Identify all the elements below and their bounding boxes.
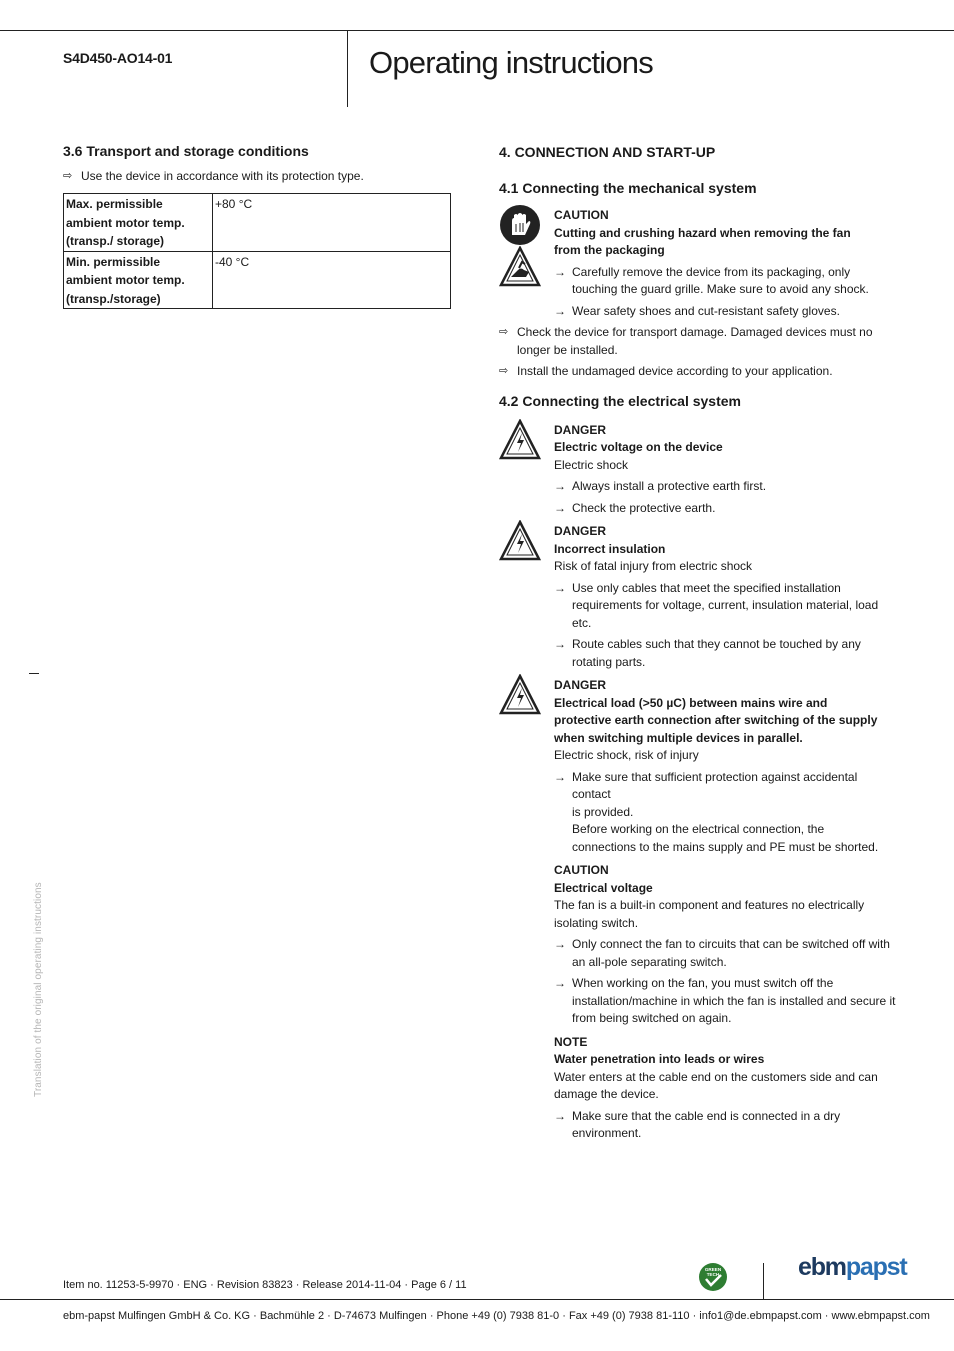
- arrow-bullet-icon: ⇨: [499, 365, 509, 377]
- table-key-cell: Max. permissible ambient motor temp. (transp./ storage): [64, 194, 213, 252]
- table-value-cell: +80 °C: [213, 194, 451, 252]
- bullet-item: ⇨ Install the undamaged device according to your application.: [499, 363, 899, 381]
- right-arrow-icon: →: [554, 976, 566, 990]
- danger-electrical-load: DANGER Electrical load (>50 µC) between mains wire and protective earth connection after switching of the supply when switching multiple devices in parallel. Electric shock, risk of injury → Make sure that sufficient protection against accidental contact is provided. Before working on the electrical connection, the connections to the mains supply and PE must be shorted.: [499, 677, 899, 856]
- right-arrow-icon: →: [554, 637, 566, 651]
- high-voltage-icon: [499, 520, 541, 562]
- right-arrow-icon: →: [554, 303, 566, 318]
- right-arrow-icon: →: [554, 264, 566, 279]
- svg-text:TECH: TECH: [706, 1272, 720, 1277]
- step-item: → Check the protective earth.: [554, 500, 899, 518]
- ebmpapst-logo: ebmpapst: [798, 1253, 907, 1281]
- right-arrow-icon: →: [554, 580, 566, 595]
- svg-text:GREEN: GREEN: [704, 1267, 722, 1272]
- protection-bullet: ⇨ Use the device in accordance with its protection type.: [63, 168, 453, 186]
- high-voltage-icon: [499, 419, 541, 461]
- step-item: → Only connect the fan to circuits that can be switched off with an all-pole separating switch.: [554, 937, 890, 969]
- footer-divider: [763, 1263, 764, 1300]
- doc-code: S4D450-AO14-01: [63, 50, 173, 66]
- footer-item-info: Item no. 11253-5-9970 · ENG · Revision 83823 · Release 2014-11-04 · Page 6 / 11: [63, 1279, 467, 1291]
- page-title: Operating instructions: [369, 45, 653, 80]
- step-item: → Make sure that the cable end is connected in a dry environment.: [554, 1108, 841, 1140]
- table-key-cell: Min. permissible ambient motor temp. (transp./storage): [64, 251, 213, 309]
- footer-company-info: ebm-papst Mulfingen GmbH & Co. KG · Bachmühle 2 · D-74673 Mulfingen · Phone +49 (0) 7938 81-0 · Fax +49 (0) 7938 81-110 · info1@de.ebmpapst.com · www.ebmpapst.com: [63, 1310, 930, 1322]
- crushing-hazard-icon: [499, 246, 541, 288]
- table-row: [64, 194, 451, 252]
- caution-mechanical: CAUTION Cutting and crushing hazard when removing the fan from the packaging → Carefully remove the device from its packaging, only touching the guard grille. Make sure to avoid any shock. → Wear safety shoes and cut-resistant safety gloves.: [499, 207, 899, 320]
- high-voltage-icon: [499, 674, 541, 716]
- step-item: → When working on the fan, you must switch off the installation/machine in which the fan is installed and secure it from being switched on again.: [554, 976, 896, 1025]
- section-4-heading: 4. CONNECTION AND START-UP: [499, 144, 716, 160]
- right-arrow-icon: →: [554, 500, 566, 515]
- footer-rule: [0, 1299, 954, 1300]
- arrow-bullet-icon: ⇨: [499, 326, 509, 338]
- header-divider: [347, 30, 348, 107]
- header-top-rule: [0, 30, 954, 31]
- step-item: → Always install a protective earth first.: [554, 478, 899, 496]
- step-item: → Make sure that sufficient protection against accidental contact is provided. Before working on the electrical connection, the connections to the mains supply and PE must be shorted.: [554, 769, 879, 854]
- right-arrow-icon: →: [554, 769, 566, 784]
- danger-insulation: DANGER Incorrect insulation Risk of fatal injury from electric shock → Use only cables that meet the specified installation requirements for voltage, current, insulation material, load etc. → Route cables such that they cannot be touched by any rotating parts.: [499, 523, 899, 671]
- right-column: [499, 143, 899, 1143]
- right-arrow-icon: →: [554, 937, 566, 951]
- section-4-2-heading: 4.2 Connecting the electrical system: [499, 392, 741, 409]
- section-3-6-heading: 3.6 Transport and storage conditions: [63, 143, 309, 159]
- gloves-icon: [499, 204, 541, 246]
- step-item: → Route cables such that they cannot be touched by any rotating parts.: [554, 637, 861, 669]
- table-row: [64, 251, 451, 309]
- note-water-penetration: NOTE Water penetration into leads or wires Water enters at the cable end on the customers side and can damage the device. → Make sure that the cable end is connected in a dry environment.: [499, 1034, 899, 1143]
- bullet-item: ⇨ Check the device for transport damage. Damaged devices must no longer be installed.: [499, 325, 873, 357]
- step-item: → Use only cables that meet the specified installation requirements for voltage, current, insulation material, load etc.: [554, 580, 879, 630]
- step-item: → Wear safety shoes and cut-resistant safety gloves.: [554, 303, 899, 321]
- step-item: → Carefully remove the device from its packaging, only touching the guard grille. Make sure to avoid any shock.: [554, 264, 869, 296]
- fold-mark: [29, 673, 39, 674]
- right-arrow-icon: →: [554, 1108, 566, 1123]
- table-value-cell: -40 °C: [213, 251, 451, 309]
- danger-voltage: DANGER Electric voltage on the device Electric shock → Always install a protective earth first. → Check the protective earth.: [499, 422, 899, 518]
- green-tech-badge-icon: [698, 1262, 728, 1292]
- arrow-bullet-icon: ⇨: [63, 170, 73, 182]
- section-4-1-heading: 4.1 Connecting the mechanical system: [499, 180, 757, 196]
- storage-conditions-table: [63, 193, 451, 309]
- right-arrow-icon: →: [554, 479, 566, 493]
- caution-electrical-voltage: CAUTION Electrical voltage The fan is a built-in component and features no electrically isolating switch. → Only connect the fan to circuits that can be switched off with an all-pole separating switch. → When working on the fan, you must switch off the installation/machine in which the fan is installed and secure it from being switched on again.: [499, 862, 899, 1028]
- sidebar-translation-note: Translation of the original operating instructions: [33, 882, 44, 1097]
